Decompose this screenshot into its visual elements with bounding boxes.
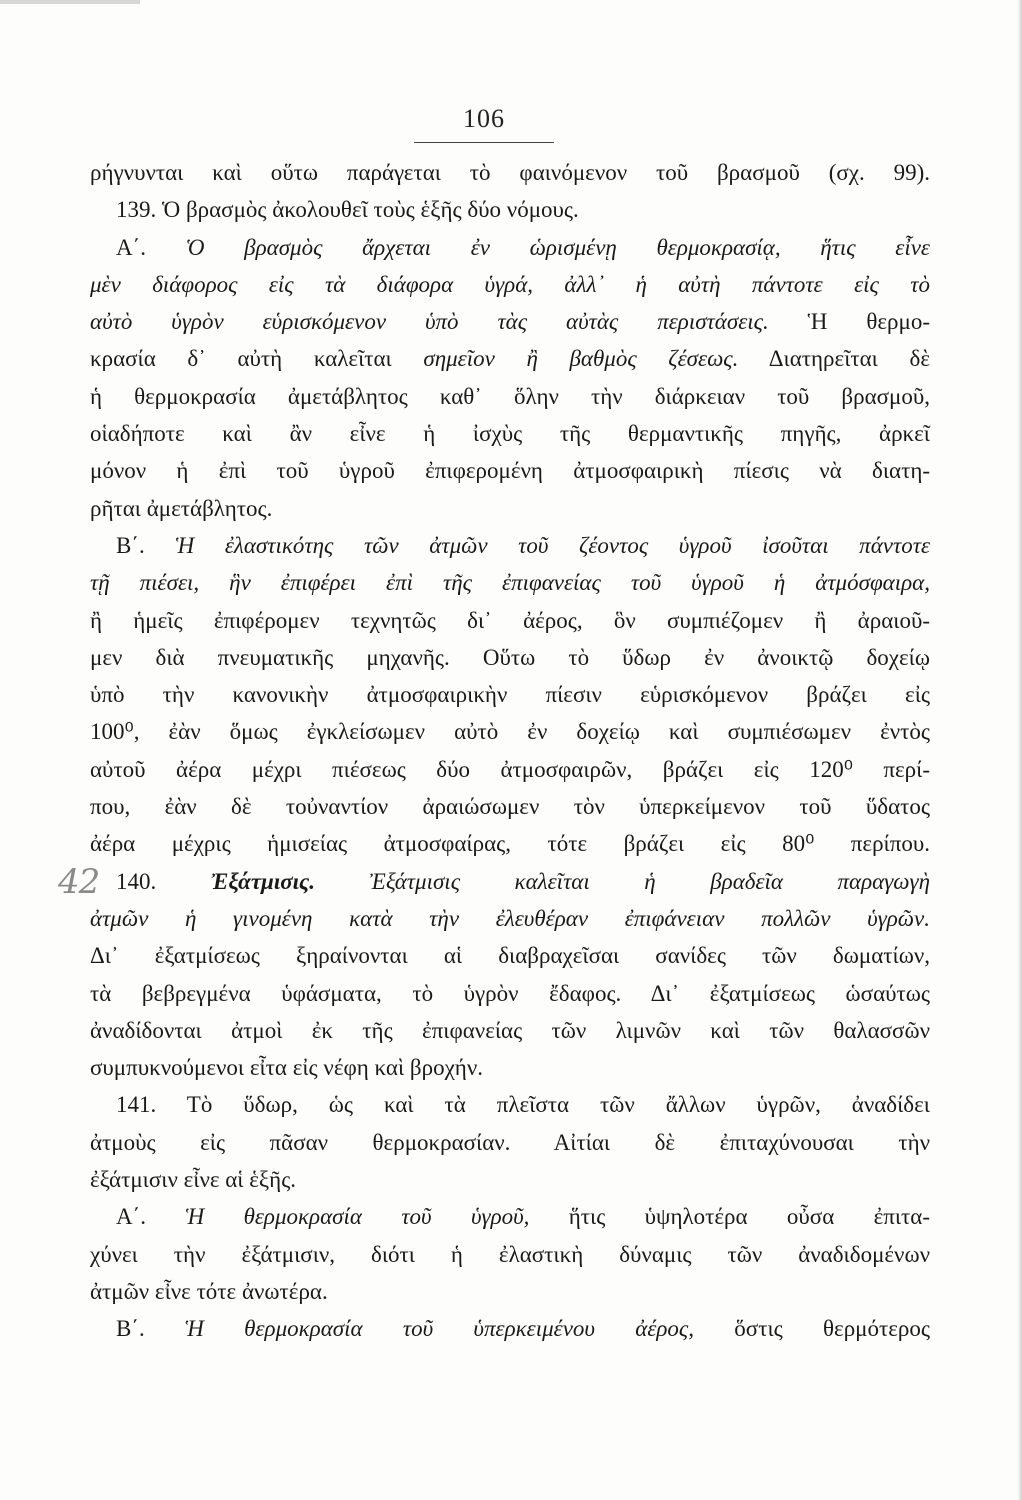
rule-label: Α΄.: [116, 1204, 186, 1230]
scan-edge-right: [1018, 0, 1022, 1500]
text-line: ἀτμῶν εἶνε τότε ἀνωτέρα.: [90, 1278, 328, 1304]
text-fragment: ὅστις θερμότερος: [694, 1316, 930, 1342]
section-140-heading: [90, 863, 930, 900]
rule-label: Α΄.: [116, 234, 186, 260]
text-fragment: ἥτις ὑψηλοτέρα οὖσα ἐπιτα-: [529, 1204, 930, 1230]
text-line: [90, 303, 930, 340]
text-line: ἀτμῶν ἡ γινομένη κατὰ τὴν ἐλευθέραν ἐπιφάνειαν πολλῶν ὑγρῶν.: [90, 905, 930, 931]
body-text: [90, 154, 930, 1348]
factor-statement: Ἡ θερμοκρασία τοῦ ὑγροῦ,: [185, 1204, 530, 1230]
text-line: ἡ θερμοκρασία ἀμετάβλητος καθ᾽ ὅλην τὴν διάρκειαν τοῦ βρασμοῦ,: [90, 383, 930, 409]
factor-statement: Ἡ θερμοκρασία τοῦ ὑπερκειμένου ἀέρος,: [185, 1316, 695, 1342]
text-line: [90, 340, 930, 377]
text-line: ρήγνυνται καὶ οὕτω παράγεται τὸ φαινόμενον τοῦ βρασμοῦ (σχ. 99).: [90, 160, 930, 185]
rule-label: Β΄.: [116, 532, 176, 558]
law-statement: αὐτὸ ὑγρὸν εὑρισκόμενον ὑπὸ τὰς αὐτὰς περιστάσεις.: [90, 309, 769, 335]
text-line: ἀέρα μέχρις ἡμισείας ἀτμοσφαίρας, τότε βράζει εἰς 80⁰ περίπου.: [90, 831, 930, 857]
text-fragment: κρασία δ᾽ αὐτὴ καλεῖται: [90, 346, 424, 372]
text-line: ἀτμοὺς εἰς πᾶσαν θερμοκρασίαν. Αἰτίαι δὲ ἐπιταχύνουσαι τὴν: [90, 1129, 930, 1155]
text-line: χύνει τὴν ἐξάτμισιν, διότι ἡ ἐλαστικὴ δύναμις τῶν ἀναδιδομένων: [90, 1241, 930, 1267]
text-fragment: Διατηρεῖται δὲ: [738, 346, 930, 372]
page-number-rule: [414, 142, 554, 143]
text-line: ὑπὸ τὴν κανονικὴν ἀτμοσφαιρικὴν πίεσιν εὑρισκόμενον βράζει εἰς: [90, 682, 930, 708]
text-line: [90, 1198, 930, 1235]
text-line: 100⁰, ἐὰν ὅμως ἐγκλείσωμεν αὐτὸ ἐν δοχείῳ καὶ συμπιέσωμεν ἐντὸς: [90, 719, 930, 745]
rule-label: Β΄.: [116, 1316, 186, 1342]
scan-edge-top: [0, 0, 140, 4]
term-boiling-point: σημεῖον ἢ βαθμὸς ζέσεως.: [423, 346, 739, 372]
section-139-heading: 139. Ὁ βρασμὸς ἀκολουθεῖ τοὺς ἑξῆς δύο νόμους.: [116, 197, 579, 223]
text-line: οἱαδήποτε καὶ ἂν εἶνε ἡ ἰσχὺς τῆς θερμαντικῆς πηγῆς, ἀρκεῖ: [90, 421, 930, 447]
text-line: [90, 1310, 930, 1347]
law-statement: Ἡ ἐλαστικότης τῶν ἀτμῶν τοῦ ζέοντος ὑγροῦ ἰσοῦται πάντοτε: [175, 532, 931, 558]
text-line: ἢ ἡμεῖς ἐπιφέρομεν τεχνητῶς δι᾽ ἀέρος, ὃν συμπιέζομεν ἢ ἀραιοῦ-: [90, 607, 930, 633]
text-line: [90, 229, 930, 266]
law-statement: Ὁ βρασμὸς ἄρχεται ἐν ὡρισμένῃ θερμοκρασίᾳ, ἥτις εἶνε: [185, 234, 930, 260]
text-line: τὰ βεβρεγμένα ὑφάσματα, τὸ ὑγρὸν ἔδαφος. Δι᾽ ἐξατμίσεως ὡσαύτως: [90, 980, 930, 1006]
text-line: ἀναδίδονται ἀτμοὶ ἐκ τῆς ἐπιφανείας τῶν λιμνῶν καὶ τῶν θαλασσῶν: [90, 1017, 930, 1043]
section-title: Ἐξάτμισις.: [210, 868, 316, 894]
text-line: [90, 527, 930, 564]
text-line: ρῆται ἀμετάβλητος.: [90, 495, 273, 521]
text-line: μὲν διάφορος εἰς τὰ διάφορα ὑγρά, ἀλλ᾽ ἡ αὐτὴ πάντοτε εἰς τὸ: [90, 271, 930, 297]
margin-handwritten-note: 42: [58, 862, 100, 902]
section-number: 140.: [116, 868, 211, 894]
text-line: μεν διὰ πνευματικῆς μηχανῆς. Οὕτω τὸ ὕδωρ ἐν ἀνοικτῷ δοχείῳ: [90, 644, 930, 670]
text-line: που, ἐὰν δὲ τοὐναντίον ἀραιώσωμεν τὸν ὑπερκείμενον τοῦ ὕδατος: [90, 794, 930, 820]
section-141-heading: 141. Τὸ ὕδωρ, ὡς καὶ τὰ πλεῖστα τῶν ἄλλων ὑγρῶν, ἀναδίδει: [116, 1092, 930, 1118]
law-statement: τῇ πιέσει,: [90, 570, 200, 596]
text-line: [90, 564, 930, 601]
definition: Ἐξάτμισις καλεῖται ἡ βραδεῖα παραγωγὴ: [315, 868, 930, 894]
text-line: ἐξάτμισιν εἶνε αἱ ἑξῆς.: [90, 1167, 297, 1193]
page-number: 106: [463, 104, 505, 133]
text-line: Δι᾽ ἐξατμίσεως ξηραίνονται αἱ διαβραχεῖσαι σανίδες τῶν δωματίων,: [90, 943, 930, 969]
text-line: μόνον ἡ ἐπὶ τοῦ ὑγροῦ ἐπιφερομένη ἀτμοσφαιρικὴ πίεσις νὰ διατη-: [90, 458, 930, 484]
text-fragment: Ἡ θερμο-: [768, 309, 930, 335]
text-line: συμπυκνούμενοι εἶτα εἰς νέφη καὶ βροχήν.: [90, 1055, 483, 1081]
law-statement: ἣν ἐπιφέρει ἐπὶ τῆς ἐπιφανείας τοῦ ὑγροῦ ἡ ἀτμόσφαιρα,: [199, 570, 930, 596]
text-line: αὐτοῦ ἀέρα μέχρι πιέσεως δύο ἀτμοσφαιρῶν, βράζει εἰς 120⁰ περί-: [90, 756, 930, 782]
